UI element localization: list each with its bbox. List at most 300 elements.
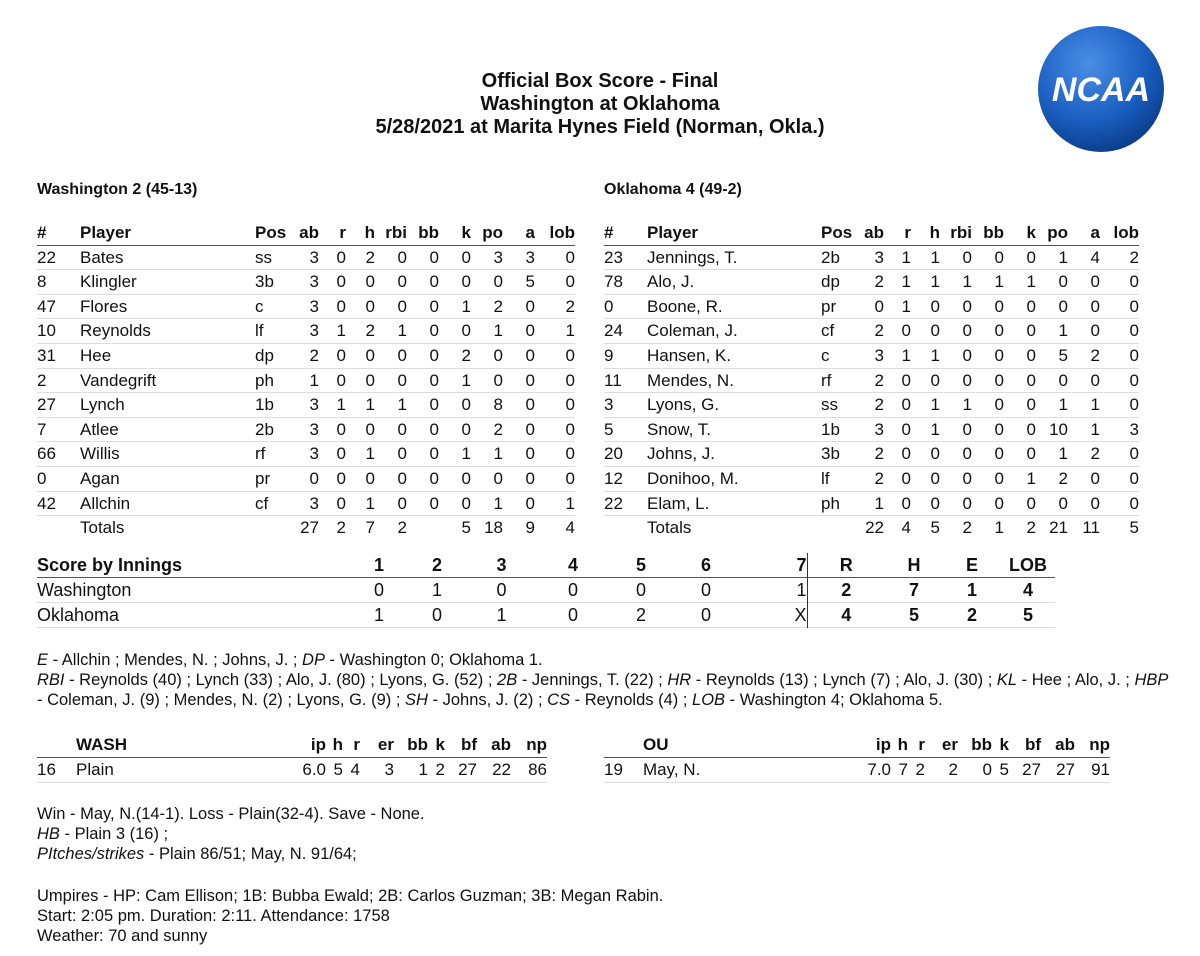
away-batting-table: [37, 221, 575, 540]
stat-cell: 1: [994, 272, 1004, 292]
inning-score: 1: [431, 580, 442, 600]
pitching-cell: 2: [915, 760, 925, 779]
notes-line-2: RBI - Reynolds (40) ; Lynch (33) ; Alo, J. (80) ; Lyons, G. (52) ; 2B - Jennings, T. (22) ; HR - Reynolds (13) ; Lynch (7) ; Alo, J. (30) ; KL - Hee ; Alo, J. ; HBP - Coleman, J. (9) ; Mendes, N. (2) ; Lyons, G. (9) ; SH - Johns, J. (2) ; CS - Reynolds (4) ; LOB - Washington 4; Oklahoma 5.: [37, 671, 1169, 709]
stat-cell: 0: [962, 444, 972, 464]
pitching-col-header: bf: [1024, 735, 1041, 754]
stat-cell: 1: [565, 493, 575, 513]
stat-cell: 1: [930, 272, 940, 292]
inning-header: 4: [567, 555, 578, 575]
stat-cell: 66: [37, 444, 56, 464]
stat-cell: lf: [821, 468, 830, 488]
player-row: [604, 270, 1139, 295]
stat-cell: 3: [309, 296, 319, 316]
stat-cell: 8: [493, 395, 503, 415]
pitching-cell: 5: [333, 760, 343, 779]
totals-cell: 2: [336, 518, 346, 538]
totals-cell: 5: [930, 518, 940, 538]
pitching-cell: 27: [1056, 760, 1075, 779]
stat-cell: 3: [525, 247, 535, 267]
stat-cell: 2: [874, 370, 884, 390]
stat-cell: 0: [901, 321, 911, 341]
totals-cell: 5: [1129, 518, 1139, 538]
stat-cell: 3: [309, 444, 319, 464]
pitching-col-header: bf: [460, 735, 477, 754]
player-row: [37, 491, 575, 516]
player-row: [37, 368, 575, 393]
stat-cell: 0: [962, 345, 972, 365]
stat-cell: 42: [37, 493, 56, 513]
inning-score: 1: [741, 578, 807, 603]
pitching-team-label: OU: [643, 735, 669, 754]
stat-cell: 1: [493, 493, 503, 513]
rhe-value: 5: [1022, 605, 1033, 625]
stat-cell: 1: [1026, 468, 1036, 488]
col-header: po: [482, 223, 503, 242]
stat-cell: 0: [365, 370, 375, 390]
stat-cell: 0: [565, 468, 575, 488]
stat-cell: 1: [365, 395, 375, 415]
stat-cell: 0: [962, 468, 972, 488]
stat-cell: 0: [901, 444, 911, 464]
col-header: a: [1090, 223, 1100, 242]
stat-cell: Flores: [80, 296, 128, 316]
col-header: bb: [983, 223, 1004, 242]
inning-score: 0: [567, 605, 578, 625]
inning-score: 0: [431, 605, 442, 625]
stat-cell: 0: [493, 370, 503, 390]
stat-cell: 1: [565, 321, 575, 341]
stat-cell: 0: [565, 395, 575, 415]
stat-cell: 3: [309, 419, 319, 439]
pitching-cell: 0: [982, 760, 992, 779]
pitches-strikes-line: PItches/strikes - Plain 86/51; May, N. 91/64;: [37, 845, 357, 863]
col-header: k: [461, 223, 471, 242]
stat-cell: 5: [525, 272, 535, 292]
stat-cell: 3: [1129, 419, 1139, 439]
game-summary: [37, 804, 425, 864]
col-header: r: [904, 223, 911, 242]
home-team-title: Oklahoma 4 (49-2): [604, 181, 742, 198]
stat-cell: 0: [1026, 247, 1036, 267]
totals-cell: 21: [1049, 518, 1068, 538]
stat-cell: 0: [994, 444, 1004, 464]
stat-cell: 0: [429, 321, 439, 341]
inning-score: 0: [635, 580, 646, 600]
stat-cell: 1: [1090, 419, 1100, 439]
stat-cell: 0: [1129, 272, 1139, 292]
stat-cell: 1: [493, 444, 503, 464]
stat-cell: 3: [309, 272, 319, 292]
stat-cell: 3: [309, 321, 319, 341]
stat-cell: 0: [930, 296, 940, 316]
stat-cell: 3: [874, 247, 884, 267]
stat-cell: lf: [255, 321, 264, 341]
totals-cell: 11: [1082, 518, 1100, 538]
inning-score: 1: [373, 605, 384, 625]
col-header: rbi: [385, 223, 407, 242]
col-header: r: [339, 223, 346, 242]
stat-cell: 0: [962, 493, 972, 513]
stat-cell: 3: [309, 395, 319, 415]
stat-cell: 0: [365, 419, 375, 439]
pitching-col-header: er: [941, 735, 958, 754]
rhe-value: 2: [841, 580, 852, 600]
hb-line: HB - Plain 3 (16) ;: [37, 825, 169, 843]
pitching-cell: 3: [384, 760, 394, 779]
pitching-col-header: ip: [310, 735, 326, 754]
stat-cell: 0: [1026, 444, 1036, 464]
totals-cell: 27: [300, 518, 319, 538]
col-header: rbi: [950, 223, 972, 242]
stat-cell: Lynch: [80, 395, 125, 415]
stat-cell: 0: [461, 395, 471, 415]
stat-cell: 2: [874, 321, 884, 341]
weather-line: Weather: 70 and sunny: [37, 927, 208, 945]
pitcher-row: [604, 758, 1110, 783]
totals-cell: 18: [484, 518, 503, 538]
stat-cell: 0: [525, 493, 535, 513]
col-header: po: [1047, 223, 1068, 242]
stat-cell: 1: [901, 247, 911, 267]
stat-cell: 2: [1058, 468, 1068, 488]
stat-cell: 2: [1090, 444, 1100, 464]
col-header: ab: [299, 223, 319, 242]
stat-cell: 0: [994, 395, 1004, 415]
stat-cell: 0: [461, 247, 471, 267]
stat-cell: pr: [255, 468, 271, 488]
stat-cell: 0: [397, 247, 407, 267]
team-name: Washington: [37, 580, 132, 600]
totals-cell: 4: [901, 518, 911, 538]
col-header: lob: [1113, 223, 1139, 242]
pitching-col-header: ip: [875, 735, 891, 754]
stat-cell: 0: [461, 272, 471, 292]
stat-cell: 0: [429, 444, 439, 464]
stat-cell: 0: [962, 419, 972, 439]
stat-cell: 0: [525, 444, 535, 464]
rhe-value: 5: [908, 605, 919, 625]
col-header: h: [364, 223, 375, 242]
player-row: [604, 319, 1139, 344]
col-header: Player: [80, 223, 132, 242]
stat-cell: 1: [930, 345, 940, 365]
pitching-col-header: er: [377, 735, 394, 754]
umpires-line: Umpires - HP: Cam Ellison; 1B: Bubba Ewald; 2B: Carlos Guzman; 3B: Megan Rabin.: [37, 887, 664, 905]
stat-cell: 1: [365, 444, 375, 464]
stat-cell: 2: [874, 444, 884, 464]
stat-cell: 1: [1058, 395, 1068, 415]
inning-score: 0: [373, 580, 384, 600]
rhe-value: 4: [841, 605, 852, 625]
stat-cell: 0: [525, 296, 535, 316]
totals-cell: 4: [565, 518, 575, 538]
inning-header: 1: [373, 555, 384, 575]
totals-cell: [407, 516, 439, 540]
stat-cell: 0: [1026, 321, 1036, 341]
inning-header: 3: [496, 555, 507, 575]
stat-cell: dp: [821, 272, 840, 292]
stat-cell: 23: [604, 247, 623, 267]
rhe-value: 7: [908, 580, 919, 600]
stat-cell: 0: [365, 296, 375, 316]
stat-cell: 2: [1090, 345, 1100, 365]
player-row: [37, 245, 575, 270]
pitching-cell: 27: [1022, 760, 1041, 779]
player-row: [604, 294, 1139, 319]
notes-line-1: E - Allchin ; Mendes, N. ; Johns, J. ; DP - Washington 0; Oklahoma 1.: [37, 651, 543, 669]
totals-cell: 9: [525, 518, 535, 538]
stat-cell: 0: [461, 321, 471, 341]
stat-cell: 0: [365, 272, 375, 292]
stat-cell: 78: [604, 272, 623, 292]
start-line: Start: 2:05 pm. Duration: 2:11. Attendance: 1758: [37, 907, 390, 925]
player-row: [604, 417, 1139, 442]
stat-cell: 0: [1090, 493, 1100, 513]
stat-cell: 3b: [255, 272, 274, 292]
stat-cell: 1: [930, 419, 940, 439]
stat-cell: Alo, J.: [647, 272, 695, 292]
stat-cell: 0: [1129, 395, 1139, 415]
pitching-team-label: WASH: [76, 735, 127, 754]
stat-cell: 24: [604, 321, 623, 341]
totals-cell: [37, 516, 80, 540]
stat-cell: 3b: [821, 444, 840, 464]
stat-cell: 47: [37, 296, 56, 316]
stat-cell: 1: [1058, 444, 1068, 464]
stat-cell: 12: [604, 468, 623, 488]
stat-cell: 1b: [821, 419, 840, 439]
stat-cell: 0: [525, 345, 535, 365]
totals-cell: 7: [365, 518, 375, 538]
stat-cell: 2: [874, 272, 884, 292]
stat-cell: 2: [1129, 247, 1139, 267]
stat-cell: 4: [1090, 247, 1100, 267]
stat-cell: 0: [461, 493, 471, 513]
pitching-cell: 16: [37, 760, 56, 779]
player-row: [37, 270, 575, 295]
totals-cell: 2: [1026, 518, 1036, 538]
stat-cell: 22: [604, 493, 623, 513]
stat-cell: 0: [1129, 345, 1139, 365]
rhe-value: 2: [966, 605, 977, 625]
stat-cell: 0: [1129, 296, 1139, 316]
innings-row: [37, 578, 1055, 603]
stat-cell: 5: [604, 419, 614, 439]
stat-cell: 1: [461, 444, 471, 464]
pitching-col-header: ab: [1055, 735, 1075, 754]
stat-cell: 1: [309, 370, 319, 390]
inning-score: 0: [700, 580, 711, 600]
pitching-cell: 6.0: [302, 760, 326, 779]
stat-cell: 0: [397, 493, 407, 513]
stat-cell: 0: [901, 395, 911, 415]
ncaa-logo: [1037, 25, 1165, 153]
player-row: [37, 319, 575, 344]
col-header: ab: [864, 223, 884, 242]
pitching-cell: Plain: [76, 760, 114, 779]
pitching-spacer: [604, 733, 643, 758]
stat-cell: 2: [309, 345, 319, 365]
inning-header: 2: [431, 555, 442, 575]
totals-cell: 2: [962, 518, 972, 538]
stat-cell: 0: [336, 370, 346, 390]
stat-cell: 0: [429, 493, 439, 513]
col-header: Pos: [255, 223, 287, 242]
stat-cell: 1: [962, 272, 972, 292]
stat-cell: 0: [336, 272, 346, 292]
stat-cell: 0: [901, 370, 911, 390]
stat-cell: 0: [565, 419, 575, 439]
stat-cell: 1: [493, 321, 503, 341]
inning-score: 2: [635, 605, 646, 625]
stat-cell: 0: [1058, 272, 1068, 292]
stat-cell: 1: [365, 493, 375, 513]
player-row: [37, 294, 575, 319]
stat-cell: 2: [565, 296, 575, 316]
stat-cell: rf: [255, 444, 266, 464]
stat-cell: 1: [461, 370, 471, 390]
stat-cell: 7: [37, 419, 47, 439]
totals-cell: [255, 516, 293, 540]
stat-cell: 1: [336, 395, 346, 415]
stat-cell: 2b: [821, 247, 840, 267]
stat-cell: 0: [565, 370, 575, 390]
player-row: [37, 442, 575, 467]
stat-cell: 5: [1058, 345, 1068, 365]
stat-cell: 0: [525, 419, 535, 439]
pitching-col-header: ab: [491, 735, 511, 754]
inning-header: 7: [741, 553, 807, 578]
totals-row: [604, 516, 1139, 540]
stat-cell: 0: [1129, 468, 1139, 488]
stat-cell: 0: [397, 468, 407, 488]
pitching-col-header: bb: [971, 735, 992, 754]
col-header: Pos: [821, 223, 853, 242]
stat-cell: 0: [1090, 296, 1100, 316]
stat-cell: 10: [37, 321, 56, 341]
pitching-cell: 27: [458, 760, 477, 779]
stat-cell: 1: [901, 296, 911, 316]
stat-cell: 1: [1058, 247, 1068, 267]
player-row: [604, 368, 1139, 393]
stat-cell: 1: [930, 247, 940, 267]
stat-cell: 0: [930, 493, 940, 513]
stat-cell: 0: [994, 321, 1004, 341]
pitching-cell: 2: [435, 760, 445, 779]
rhe-header: R: [839, 555, 853, 575]
stat-cell: 0: [429, 345, 439, 365]
stat-cell: 0: [1058, 370, 1068, 390]
stat-cell: ss: [255, 247, 272, 267]
pitching-cell: 7: [898, 760, 908, 779]
stat-cell: 20: [604, 444, 623, 464]
stat-cell: 0: [1026, 296, 1036, 316]
stat-cell: 1: [461, 296, 471, 316]
stat-cell: 31: [37, 345, 56, 365]
stat-cell: 0: [565, 345, 575, 365]
stat-cell: 0: [962, 296, 972, 316]
pitching-col-header: h: [897, 735, 908, 754]
stat-cell: pr: [821, 296, 837, 316]
stat-cell: Donihoo, M.: [647, 468, 739, 488]
stat-cell: 0: [429, 272, 439, 292]
stat-cell: 0: [525, 395, 535, 415]
stat-cell: 0: [565, 444, 575, 464]
stat-cell: 0: [994, 247, 1004, 267]
stat-cell: 0: [397, 272, 407, 292]
home-batting-table: [604, 221, 1139, 540]
stat-cell: 0: [336, 296, 346, 316]
stat-cell: Atlee: [80, 419, 119, 439]
title-line-3: 5/28/2021 at Marita Hynes Field (Norman, Okla.): [375, 116, 825, 138]
stat-cell: 0: [565, 272, 575, 292]
stat-cell: 0: [1058, 493, 1068, 513]
stat-cell: Hee: [80, 345, 112, 365]
stat-cell: ph: [821, 493, 840, 513]
rhe-value: 4: [1022, 580, 1033, 600]
col-header: bb: [418, 223, 439, 242]
inning-header: 5: [635, 555, 646, 575]
col-header: a: [525, 223, 535, 242]
player-row: [604, 393, 1139, 418]
stat-cell: 3: [874, 419, 884, 439]
stat-cell: 0: [336, 247, 346, 267]
totals-cell: 2: [397, 518, 407, 538]
stat-cell: 2: [365, 321, 375, 341]
stat-cell: 0: [461, 468, 471, 488]
pitching-cell: 19: [604, 760, 623, 779]
stat-cell: 0: [1090, 272, 1100, 292]
stat-cell: Coleman, J.: [647, 321, 738, 341]
stat-cell: 2: [365, 247, 375, 267]
totals-cell: Totals: [80, 518, 125, 538]
stat-cell: 0: [604, 296, 614, 316]
away-team-title: Washington 2 (45-13): [37, 181, 198, 198]
stat-cell: 0: [1129, 493, 1139, 513]
totals-cell: [604, 516, 647, 540]
rhe-header: H: [907, 555, 921, 575]
stat-cell: Boone, R.: [647, 296, 723, 316]
stat-cell: Johns, J.: [647, 444, 716, 464]
stat-cell: 0: [1026, 493, 1036, 513]
stat-cell: 0: [1129, 370, 1139, 390]
pitching-col-header: h: [332, 735, 343, 754]
stat-cell: 2b: [255, 419, 274, 439]
stat-cell: 0: [901, 493, 911, 513]
stat-cell: c: [821, 345, 830, 365]
stat-cell: 0: [336, 345, 346, 365]
pitching-col-header: np: [526, 735, 547, 754]
home-pitching-table: [604, 733, 1110, 783]
stat-cell: Bates: [80, 247, 124, 267]
stat-cell: 1: [336, 321, 346, 341]
stat-cell: Vandegrift: [80, 370, 157, 390]
stat-cell: 0: [1026, 419, 1036, 439]
stat-cell: Reynolds: [80, 321, 151, 341]
stat-cell: 1: [901, 345, 911, 365]
col-header: #: [604, 223, 614, 242]
pitching-cell: 86: [528, 760, 547, 779]
pitching-cell: 91: [1091, 760, 1110, 779]
pitching-cell: 2: [948, 760, 958, 779]
stat-cell: 0: [429, 468, 439, 488]
stat-cell: 0: [962, 321, 972, 341]
stat-cell: 0: [525, 370, 535, 390]
player-row: [604, 245, 1139, 270]
stat-cell: 3: [309, 493, 319, 513]
stat-cell: 0: [365, 345, 375, 365]
stat-cell: 2: [493, 419, 503, 439]
